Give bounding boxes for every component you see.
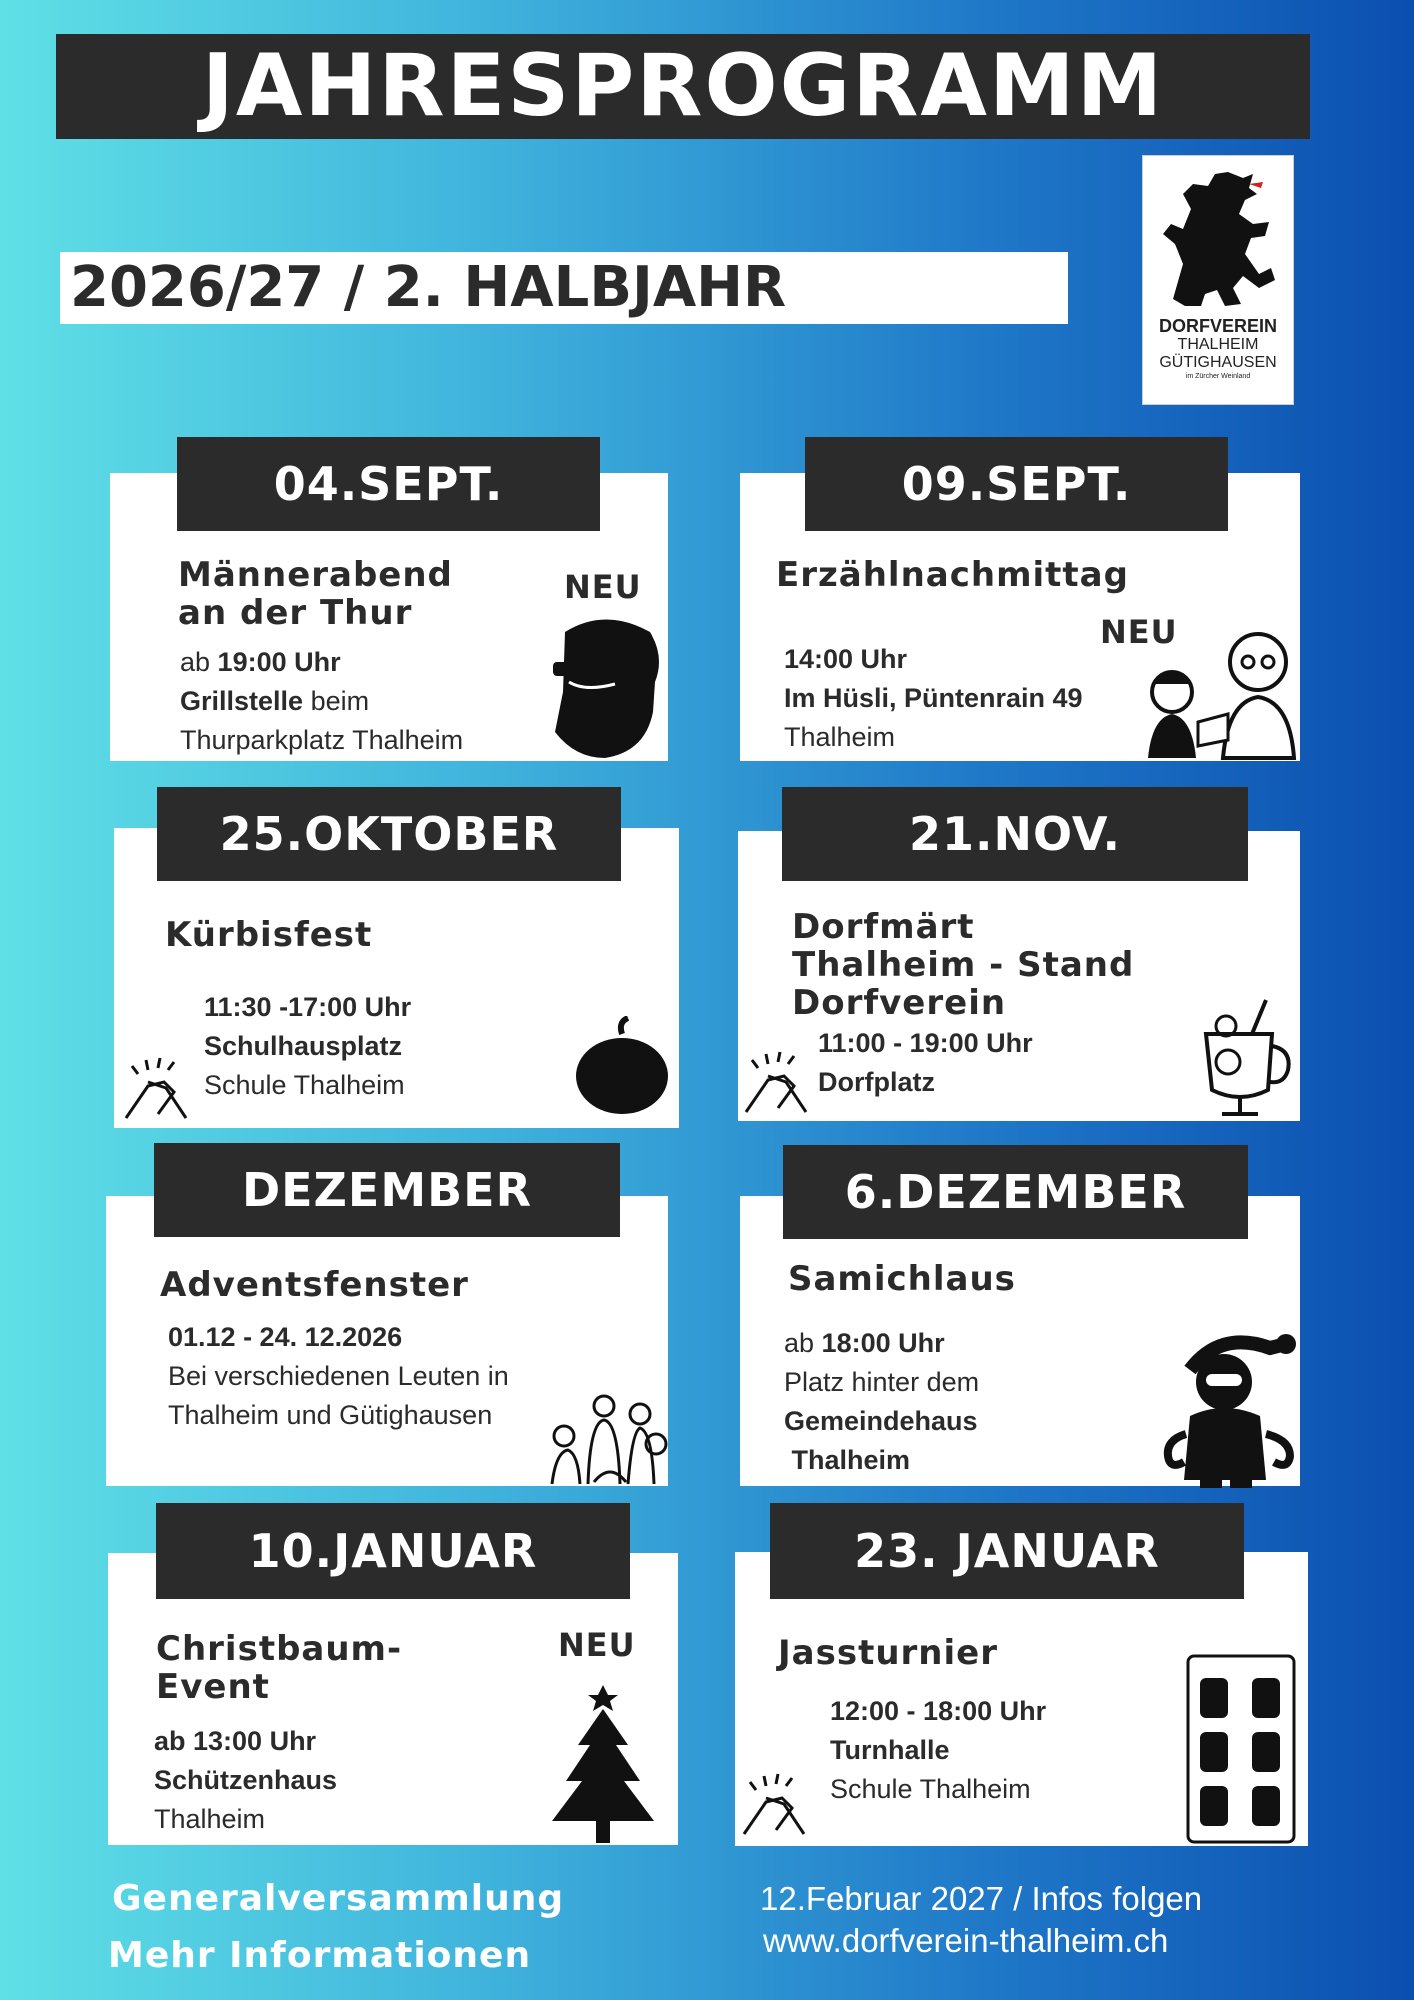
event-title bbox=[178, 556, 453, 632]
event-title bbox=[792, 908, 1134, 1022]
event-date: 09.SEPT. bbox=[805, 437, 1228, 531]
event-title-line: Christbaum- bbox=[156, 1629, 403, 1669]
event-details bbox=[784, 640, 1083, 757]
event-title-line: Jassturnier bbox=[778, 1633, 998, 1673]
event-title-line: Event bbox=[156, 1667, 270, 1707]
event-title-line: Thalheim - Stand bbox=[792, 945, 1135, 985]
event-details bbox=[830, 1692, 1046, 1809]
event-detail-bold: Thalheim bbox=[784, 1445, 911, 1475]
bearded-man-icon bbox=[545, 612, 667, 764]
event-detail-line bbox=[830, 1692, 1046, 1731]
event-detail-bold: 12:00 - 18:00 Uhr bbox=[830, 1696, 1047, 1726]
event-detail-normal: Thurparkplatz Thalheim bbox=[180, 725, 464, 755]
new-badge: NEU bbox=[564, 568, 642, 606]
footer-left-1: Generalversammlung bbox=[112, 1878, 565, 1919]
event-detail-normal: Thalheim und Gütighausen bbox=[168, 1400, 493, 1430]
new-badge: NEU bbox=[558, 1626, 636, 1664]
event-detail-line bbox=[204, 988, 411, 1027]
event-detail-line bbox=[168, 1357, 509, 1396]
event-detail-after: beim bbox=[303, 686, 370, 716]
event-detail-bold: Grillstelle bbox=[180, 686, 304, 716]
event-date: 10.JANUAR bbox=[156, 1503, 630, 1599]
playing-card-icon bbox=[1186, 1654, 1296, 1848]
event-title-line: Dorfmärt bbox=[792, 907, 975, 947]
event-date: 21.NOV. bbox=[782, 787, 1248, 881]
lion-crest-icon bbox=[1153, 164, 1283, 314]
event-detail-bold: Turnhalle bbox=[830, 1735, 950, 1765]
event-detail-bold: 19:00 Uhr bbox=[217, 647, 341, 677]
club-logo bbox=[1142, 155, 1294, 405]
event-detail-line bbox=[784, 679, 1083, 718]
event-date: 04.SEPT. bbox=[177, 437, 600, 531]
event-detail-bold: Dorfplatz bbox=[818, 1067, 935, 1097]
event-detail-normal: Schule Thalheim bbox=[830, 1774, 1031, 1804]
new-badge: NEU bbox=[1100, 613, 1178, 651]
grandma-reading-icon bbox=[1138, 622, 1298, 766]
event-title-line: an der Thur bbox=[178, 593, 413, 633]
logo-line-1: DORFVEREIN bbox=[1158, 316, 1277, 336]
event-detail-bold: ab 13:00 Uhr bbox=[154, 1726, 317, 1756]
event-detail-line bbox=[784, 1363, 979, 1402]
event-date: 23. JANUAR bbox=[770, 1503, 1244, 1599]
event-detail-line bbox=[204, 1027, 411, 1066]
event-detail-normal: Bei verschiedenen Leuten in bbox=[168, 1361, 509, 1391]
event-details bbox=[204, 988, 411, 1105]
event-detail-bold: 11:30 -17:00 Uhr bbox=[204, 992, 412, 1022]
event-detail-normal: Thalheim bbox=[154, 1804, 266, 1834]
logo-line-3: GÜTIGHAUSEN bbox=[1159, 354, 1277, 371]
people-gathering-icon bbox=[544, 1392, 674, 1492]
event-detail-line bbox=[830, 1770, 1046, 1809]
event-detail-normal: Platz hinter dem bbox=[784, 1367, 980, 1397]
event-details bbox=[154, 1722, 337, 1839]
event-title bbox=[156, 1630, 402, 1706]
event-detail-line bbox=[784, 1324, 979, 1363]
event-detail-line bbox=[168, 1318, 509, 1357]
event-detail-line bbox=[180, 682, 463, 721]
event-title bbox=[778, 1634, 998, 1672]
event-detail-bold: 01.12 - 24. 12.2026 bbox=[168, 1322, 403, 1352]
event-title bbox=[788, 1260, 1016, 1298]
event-detail-line bbox=[154, 1722, 337, 1761]
event-detail-line bbox=[154, 1800, 337, 1839]
event-detail-line bbox=[784, 718, 1083, 757]
event-title-line: Dorfverein bbox=[792, 983, 1007, 1023]
event-detail-bold: 18:00 Uhr bbox=[821, 1328, 945, 1358]
handshake-icon bbox=[118, 1052, 194, 1126]
pumpkin-icon bbox=[572, 1016, 672, 1120]
page-title: JAHRESPROGRAMM bbox=[56, 34, 1310, 139]
event-details bbox=[784, 1324, 979, 1480]
logo-line-2: THALHEIM bbox=[1177, 336, 1259, 353]
event-title-line: Adventsfenster bbox=[160, 1265, 469, 1305]
event-detail-line bbox=[784, 1402, 979, 1441]
event-details bbox=[180, 643, 463, 760]
christmas-tree-icon bbox=[548, 1685, 658, 1849]
event-details bbox=[168, 1318, 509, 1435]
event-date: DEZEMBER bbox=[154, 1143, 620, 1237]
handshake-icon bbox=[736, 1768, 812, 1842]
event-detail-normal: Thalheim bbox=[784, 722, 896, 752]
event-detail-line bbox=[180, 721, 463, 760]
event-detail-bold: Schulhausplatz bbox=[204, 1031, 403, 1061]
event-detail-line bbox=[818, 1063, 1033, 1102]
event-detail-line bbox=[784, 640, 1083, 679]
event-detail-line bbox=[830, 1731, 1046, 1770]
event-detail-normal: ab bbox=[784, 1328, 822, 1358]
event-title-line: Samichlaus bbox=[788, 1259, 1016, 1299]
event-detail-normal: Schule Thalheim bbox=[204, 1070, 405, 1100]
event-detail-normal: ab bbox=[180, 647, 218, 677]
event-detail-line bbox=[154, 1761, 337, 1800]
event-detail-bold: Schützenhaus bbox=[154, 1765, 338, 1795]
event-title bbox=[776, 556, 1129, 594]
footer-left-2: Mehr Informationen bbox=[108, 1935, 532, 1976]
santa-claus-icon bbox=[1160, 1330, 1300, 1492]
event-detail-bold: Gemeindehaus bbox=[784, 1406, 978, 1436]
page-subtitle: 2026/27 / 2. HALBJAHR bbox=[60, 252, 1068, 324]
event-title-line: Männerabend bbox=[178, 555, 453, 595]
event-detail-bold: 11:00 - 19:00 Uhr bbox=[818, 1028, 1033, 1058]
event-detail-line bbox=[168, 1396, 509, 1435]
event-detail-bold: 14:00 Uhr bbox=[784, 644, 908, 674]
event-detail-line bbox=[204, 1066, 411, 1105]
handshake-icon bbox=[738, 1046, 814, 1120]
footer-right-1: 12.Februar 2027 / Infos folgen bbox=[760, 1880, 1203, 1917]
event-detail-line bbox=[180, 643, 463, 682]
event-detail-bold: Im Hüsli, Püntenrain 49 bbox=[784, 683, 1083, 713]
event-title bbox=[160, 1266, 469, 1304]
logo-line-4: im Zürcher Weinland bbox=[1185, 373, 1251, 380]
event-detail-line bbox=[784, 1441, 979, 1480]
event-details bbox=[818, 1024, 1033, 1102]
event-title bbox=[165, 916, 372, 954]
event-date: 6.DEZEMBER bbox=[783, 1145, 1248, 1239]
footer-right-2[interactable]: www.dorfverein-thalheim.ch bbox=[763, 1922, 1169, 1959]
event-date: 25.OKTOBER bbox=[157, 787, 621, 881]
event-title-line: Erzählnachmittag bbox=[776, 555, 1129, 595]
event-title-line: Kürbisfest bbox=[165, 915, 373, 955]
event-detail-line bbox=[818, 1024, 1033, 1063]
mulled-wine-icon bbox=[1192, 994, 1298, 1124]
